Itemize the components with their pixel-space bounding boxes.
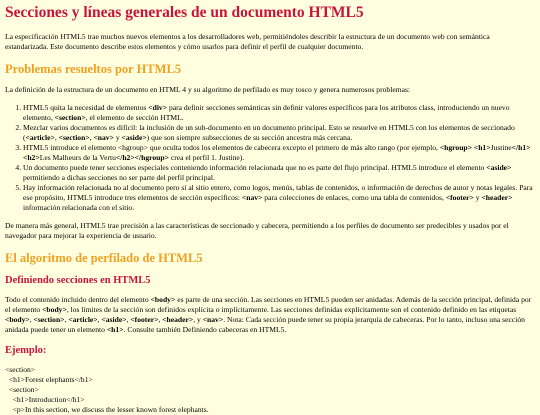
code-line: <h1>Forest elephants</h1>: [5, 375, 93, 385]
text-run: . Nota: Cada sección puede tener su propia jerarquía de cabeceras. Por lo tanto, incluso una sección anidada puede tener un elemento: [5, 315, 525, 335]
text-run: Un documento puede tener secciones especiales conteniendo información relacionada que no es parte del flujo principal. HTML5 introduce el elemento: [23, 162, 487, 172]
text-run: , y: [193, 315, 203, 325]
inline-code-tag: <aside>: [121, 132, 147, 142]
inline-code-tag: <footer>: [130, 315, 159, 325]
inline-code-tag: <body>: [5, 315, 30, 325]
text-run: Mezclar varios documentos es difícil: la inclusión de un sub-documento en un documento principal. Esto se resuelve en HTML5 con los elementos de seccionado (: [23, 122, 515, 142]
inline-code-tag: <section>: [54, 112, 86, 122]
inline-code-tag: <body>: [150, 295, 176, 305]
text-run: Justine: [490, 142, 512, 152]
text-run: Hay información relacionada no al documento pero sí al sitio entero, como logos, menús, tablas de contenidos, o información de derechos de autor y notas legales. Para ese propósito, HTML5 introduce tres elementos de sección específicos:: [23, 182, 533, 202]
inline-code-tag: <nav>: [93, 132, 114, 142]
text-run: Les Malheurs de la Vertu: [39, 152, 116, 162]
defining-sections-paragraph: [5, 295, 534, 335]
intro-paragraph: La especificación HTML5 trae muchos nuevos elementos a los desarrolladores web, permitiéndoles describir la estructura de un documento web con semántica estandarizada. Este documento describe estos elementos y cómo usarlos para definir el perfil de cualquier documento.: [5, 31, 490, 51]
inline-code-tag: <header>: [481, 192, 513, 202]
text-run: ,: [64, 315, 69, 325]
inline-code-tag: <body>: [42, 305, 67, 315]
text-run: es parte de una sección. Las secciones en HTML5 pueden ser anidadas. Además de la sección principal, definida por el elemento: [5, 295, 532, 315]
problem-item: [23, 103, 534, 123]
text-run: . Consulte también Definiendo cabeceras en HTML5.: [123, 325, 287, 335]
inline-code-tag: <article>: [25, 132, 55, 142]
inline-code-tag: <article>: [68, 315, 98, 325]
text-run: ,: [29, 315, 34, 325]
page-title: Secciones y líneas generales de un documento HTML5: [5, 4, 364, 21]
text-run: Todo el contenido incluido dentro del elemento: [5, 295, 151, 305]
text-run: crea el perfil 1. Justine).: [168, 152, 245, 162]
text-run: y: [113, 132, 122, 142]
inline-code-tag: </h1><h2>: [23, 142, 531, 162]
inline-code-tag: <footer>: [445, 192, 474, 202]
code-line: <section>: [5, 385, 39, 395]
text-run: , el elemento de sección HTML.: [85, 112, 184, 122]
text-run: ,: [89, 132, 94, 142]
text-run: ,: [158, 315, 163, 325]
text-run: HTML5 introduce el elemento <hgroup> que oculta todos los elementos de cabecera excepto el primero de más alto rango (por ejemplo,: [23, 142, 440, 152]
problems-closing: De manera más general, HTML5 trae precisión a las características de seccionado y cabecera, permitiendo a los perfiles de documento ser predecibles y usados por el navegador para mejorar la experiencia de usuario.: [5, 220, 509, 240]
inline-code-tag: <nav>: [241, 192, 263, 202]
section-heading-algorithm: El algoritmo de perfilado de HTML5: [5, 250, 203, 265]
problem-item: [23, 163, 534, 183]
text-run: para definir secciones semánticas sin definir valores específicos para los atributos class, introduciendo un nuevo elemento,: [23, 102, 510, 122]
problems-lead: La definición de la estructura de un documento en HTML 4 y su algoritmo de perfilado es muy tosco y genera numerosos problemas:: [5, 84, 411, 94]
inline-code-tag: <section>: [33, 315, 65, 325]
inline-code-tag: </h2></hgroup>: [115, 152, 169, 162]
problem-item: [23, 143, 534, 163]
inline-code-tag: <nav>: [202, 315, 224, 325]
code-example: [5, 365, 534, 415]
inline-code-tag: <aside>: [101, 315, 127, 325]
text-run: ,: [126, 315, 131, 325]
subheading-defining-sections: Definiendo secciones en HTML5: [5, 274, 151, 286]
inline-code-tag: <section>: [58, 132, 90, 142]
inline-code-tag: <h1>: [473, 142, 491, 152]
inline-code-tag: <hgroup>: [439, 142, 472, 152]
text-run: , los límites de la sección son definidos explícita o implícitamente. Las secciones definidas explícitamente son el contenido definido en las etiquetas: [66, 305, 517, 315]
inline-code-tag: <header>: [162, 315, 194, 325]
code-line: <h1>Introduction</h1>: [5, 395, 85, 405]
text-run: ,: [54, 132, 59, 142]
inline-code-tag: <div>: [148, 102, 168, 112]
text-run: información relacionada con el sitio.: [23, 202, 135, 212]
problem-item: [23, 183, 534, 213]
inline-code-tag: <aside>: [486, 162, 512, 172]
example-heading: Ejemplo:: [5, 344, 47, 356]
code-line: <section>: [5, 365, 36, 375]
problems-list: [5, 103, 534, 213]
problem-item: [23, 123, 534, 143]
code-line: <p>In this section, we discuss the lesser known forest elephants.: [5, 405, 209, 415]
text-run: y: [473, 192, 482, 202]
text-run: permitiendo a dichas secciones no ser parte del perfil principal.: [23, 172, 215, 182]
inline-code-tag: <h1>: [106, 325, 124, 335]
section-heading-problems: Problemas resueltos por HTML5: [5, 61, 182, 76]
text-run: HTML5 quita la necesidad de elementos: [23, 102, 149, 112]
text-run: ,: [97, 315, 102, 325]
text-run: para colecciones de enlaces, como una tabla de contenidos,: [262, 192, 446, 202]
text-run: ) que son siempre subsecciones de su sección ancestra más cercana.: [146, 132, 353, 142]
